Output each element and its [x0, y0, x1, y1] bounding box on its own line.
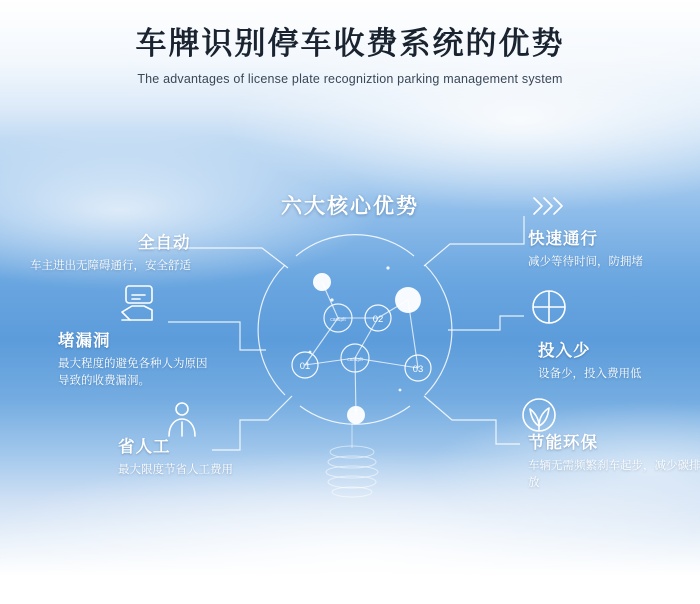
feature-auto-desc: 车主进出无障碍通行，安全舒适: [30, 260, 191, 272]
feature-invest-desc: 设备少，投入费用低: [538, 368, 642, 380]
network-node-03: 03: [412, 364, 424, 375]
feature-auto: [30, 232, 280, 275]
network-node-01: 01: [299, 361, 311, 372]
feature-fast-title: 快速通行: [528, 230, 598, 248]
feature-labor-desc: 最大限度节省人工费用: [118, 464, 233, 476]
feature-fast: [528, 228, 700, 271]
feature-leak-desc-line2: 导致的收费漏洞。: [58, 375, 150, 387]
poster-header: [0, 0, 700, 86]
feature-leak-title: 堵漏洞: [58, 332, 111, 350]
feature-leak-desc-line1: 最大程度的避免各种人为原因: [58, 358, 208, 370]
feature-fast-desc: 减少等待时间，防拥堵: [528, 256, 643, 268]
feature-auto-title: 全自动: [138, 234, 191, 252]
hand-card-icon: [122, 286, 152, 320]
network-node-02: 02: [372, 314, 384, 325]
feature-eco-title: 节能环保: [528, 434, 598, 452]
feature-invest: [538, 340, 700, 383]
page-title: 车牌识别停车收费系统的优势: [135, 26, 565, 61]
feature-eco: [528, 432, 700, 492]
page-subtitle: The advantages of license plate recogniztion parking management system: [137, 72, 563, 86]
feature-eco-desc: 车辆无需频繁刹车起步，减少碳排放: [528, 460, 700, 489]
leaf-circle-icon: [523, 399, 555, 431]
feature-labor: [118, 436, 318, 479]
core-advantages-heading: 六大核心优势: [281, 195, 419, 218]
network-chip-label-a: car&plt: [330, 317, 346, 323]
feature-leak: [58, 330, 288, 390]
feature-invest-title: 投入少: [538, 342, 591, 360]
person-icon: [169, 403, 195, 436]
network-chip-label-b: car&plt: [347, 357, 363, 363]
feature-labor-title: 省人工: [118, 438, 171, 456]
grid-circle-icon: [533, 291, 565, 323]
